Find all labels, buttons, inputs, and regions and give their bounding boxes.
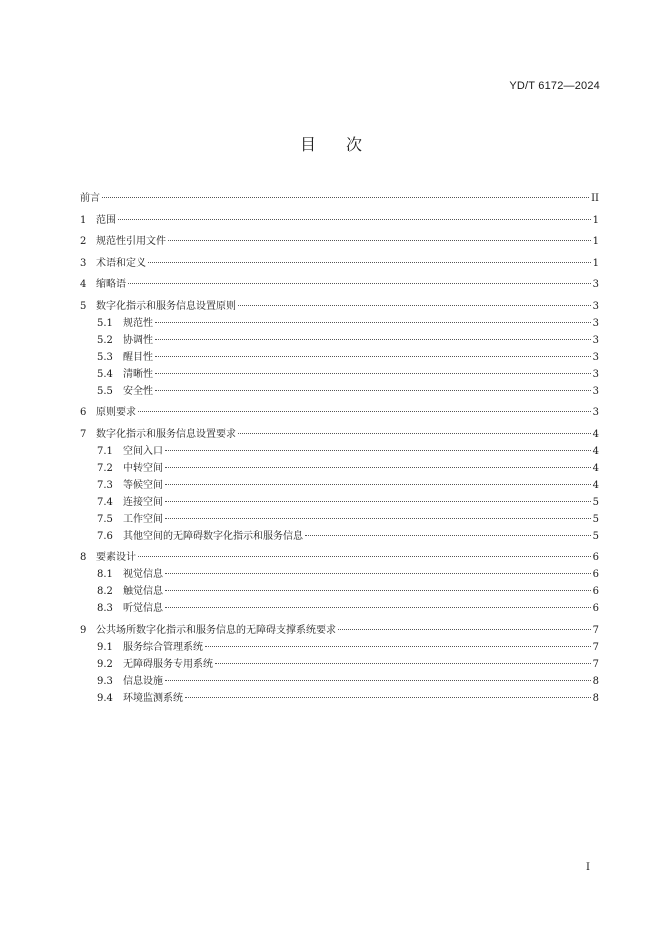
toc-entry-label: 公共场所数字化指示和服务信息的无障碍支撑系统要求 bbox=[96, 624, 336, 636]
toc-entry-number: 5.4 bbox=[97, 368, 113, 380]
toc-entry-page: 4 bbox=[592, 445, 599, 457]
toc-entry[interactable] bbox=[80, 255, 599, 272]
toc-entry[interactable] bbox=[80, 494, 599, 511]
dot-leader bbox=[155, 390, 591, 391]
dot-leader bbox=[165, 518, 591, 519]
toc-entry-number: 9.4 bbox=[97, 692, 113, 704]
toc-entry[interactable] bbox=[80, 566, 599, 583]
toc-entry-number: 5 bbox=[80, 300, 87, 312]
toc-entry[interactable] bbox=[80, 190, 599, 207]
dot-leader bbox=[138, 411, 591, 412]
toc-entry-number: 6 bbox=[80, 407, 87, 418]
toc-entry[interactable] bbox=[80, 690, 599, 707]
toc-entry[interactable] bbox=[80, 212, 599, 229]
toc-entry-number: 7.4 bbox=[97, 496, 113, 508]
dot-leader bbox=[238, 305, 591, 306]
toc-entry[interactable] bbox=[80, 511, 599, 528]
toc-entry[interactable] bbox=[80, 600, 599, 617]
dot-leader bbox=[155, 322, 591, 323]
toc-entry[interactable] bbox=[80, 349, 599, 366]
toc-entry[interactable] bbox=[80, 622, 599, 639]
toc-entry-label: 空间入口 bbox=[123, 445, 163, 457]
toc-entry-number: 1 bbox=[80, 214, 87, 226]
dot-leader bbox=[168, 240, 591, 241]
toc-entry[interactable] bbox=[80, 673, 599, 690]
dot-leader bbox=[102, 197, 589, 198]
dot-leader bbox=[305, 535, 591, 536]
toc-entry-number: 3 bbox=[80, 257, 87, 269]
dot-leader bbox=[155, 373, 591, 374]
toc-entry[interactable] bbox=[80, 298, 599, 315]
toc-entry-label: 服务综合管理系统 bbox=[123, 641, 203, 653]
toc-entry-label: 其他空间的无障碍数字化指示和服务信息 bbox=[123, 530, 303, 542]
toc-entry-number: 9.2 bbox=[97, 658, 113, 670]
dot-leader bbox=[165, 450, 591, 451]
dot-leader bbox=[338, 629, 591, 630]
toc-entry[interactable] bbox=[80, 404, 599, 421]
toc-entry-label: 等候空间 bbox=[123, 479, 163, 491]
toc-entry[interactable] bbox=[80, 383, 599, 400]
toc-entry-label: 中转空间 bbox=[123, 462, 163, 474]
dot-leader bbox=[165, 590, 591, 591]
toc-entry-page: 6 bbox=[592, 552, 599, 563]
toc-entry-label: 视觉信息 bbox=[123, 569, 163, 580]
dot-leader bbox=[165, 501, 591, 502]
toc-entry-number: 5.5 bbox=[97, 385, 113, 397]
toc-entry-label: 术语和定义 bbox=[96, 257, 146, 269]
toc-entry-number: 8 bbox=[80, 552, 87, 563]
toc-entry-page: 8 bbox=[592, 675, 599, 687]
toc-entry-page: 3 bbox=[592, 385, 599, 397]
dot-leader bbox=[155, 339, 591, 340]
toc-entry-page: 4 bbox=[592, 428, 599, 440]
toc-entry-page: 3 bbox=[592, 300, 599, 312]
toc-entry-label: 范围 bbox=[96, 214, 116, 226]
toc-entry-page: 3 bbox=[592, 407, 599, 418]
toc-entry-number: 9.3 bbox=[97, 675, 113, 687]
dot-leader bbox=[185, 697, 591, 698]
toc-entry-number: 7.6 bbox=[97, 530, 113, 542]
toc-entry-label: 缩略语 bbox=[96, 279, 126, 290]
toc-entry-label: 信息设施 bbox=[123, 675, 163, 687]
toc-entry-label: 安全性 bbox=[123, 385, 153, 397]
dot-leader bbox=[165, 484, 591, 485]
toc-entry[interactable] bbox=[80, 639, 599, 656]
toc-entry-label: 要素设计 bbox=[96, 552, 136, 563]
page-number: I bbox=[586, 862, 590, 873]
toc-entry-page: 1 bbox=[592, 236, 599, 247]
toc-entry[interactable] bbox=[80, 426, 599, 443]
toc-entry-label: 环境监测系统 bbox=[123, 692, 183, 704]
toc-entry-page: 7 bbox=[592, 641, 599, 653]
toc-entry[interactable] bbox=[80, 443, 599, 460]
toc-entry-number: 7.3 bbox=[97, 479, 113, 491]
dot-leader bbox=[165, 467, 591, 468]
toc-entry[interactable] bbox=[80, 460, 599, 477]
dot-leader bbox=[165, 607, 591, 608]
dot-leader bbox=[138, 556, 591, 557]
toc-entry-number: 8.2 bbox=[97, 586, 113, 597]
toc-entry-page: 6 bbox=[592, 586, 599, 597]
toc-entry-page: 3 bbox=[592, 279, 599, 290]
dot-leader bbox=[148, 262, 591, 263]
toc-entry-page: 4 bbox=[592, 479, 599, 491]
toc-entry-number: 9.1 bbox=[97, 641, 113, 653]
toc-entry-label: 工作空间 bbox=[123, 513, 163, 525]
toc-entry-label: 无障碍服务专用系统 bbox=[123, 658, 213, 670]
toc-entry-page: 5 bbox=[592, 496, 599, 508]
toc-entry[interactable] bbox=[80, 549, 599, 566]
toc-entry-label: 原则要求 bbox=[96, 407, 136, 418]
dot-leader bbox=[215, 663, 591, 664]
dot-leader bbox=[128, 283, 591, 284]
toc-entry-number: 7.2 bbox=[97, 462, 113, 474]
toc-entry[interactable] bbox=[80, 276, 599, 293]
toc-entry-page: 3 bbox=[592, 317, 599, 329]
toc-entry[interactable] bbox=[80, 315, 599, 332]
toc-entry-page: 7 bbox=[592, 658, 599, 670]
toc-entry-page: 5 bbox=[592, 513, 599, 525]
toc-entry-label: 听觉信息 bbox=[123, 603, 163, 614]
toc-entry[interactable] bbox=[80, 656, 599, 673]
toc-entry-number: 5.3 bbox=[97, 351, 113, 363]
dot-leader bbox=[165, 680, 591, 681]
dot-leader bbox=[165, 573, 591, 574]
toc-entry-page: 3 bbox=[592, 334, 599, 346]
toc-entry[interactable] bbox=[80, 583, 599, 600]
toc-entry-number: 5.2 bbox=[97, 334, 113, 346]
toc-entry-number: 7 bbox=[80, 428, 87, 440]
toc-entry-number: 7.1 bbox=[97, 445, 113, 457]
dot-leader bbox=[238, 433, 591, 434]
document-code: YD/T 6172—2024 bbox=[509, 80, 600, 92]
toc-entry-number: 7.5 bbox=[97, 513, 113, 525]
page-title: 目次 bbox=[299, 135, 392, 154]
dot-leader bbox=[118, 219, 591, 220]
toc-entry-page: 7 bbox=[592, 624, 599, 636]
toc-entry[interactable] bbox=[80, 477, 599, 494]
toc-entry-number: 8.1 bbox=[97, 569, 113, 580]
toc-entry-label: 规范性 bbox=[123, 317, 153, 329]
toc-entry-label: 数字化指示和服务信息设置原则 bbox=[96, 300, 236, 312]
toc-entry[interactable] bbox=[80, 528, 599, 545]
toc-entry-page: 6 bbox=[592, 603, 599, 614]
toc-entry-label: 醒目性 bbox=[123, 351, 153, 363]
toc-entry-label: 触觉信息 bbox=[123, 586, 163, 597]
toc-entry-page: 3 bbox=[592, 351, 599, 363]
toc-entry-number: 2 bbox=[80, 236, 87, 247]
toc-entry-page: 5 bbox=[592, 530, 599, 542]
toc-entry-label: 协调性 bbox=[123, 334, 153, 346]
toc-entry-page: II bbox=[591, 193, 599, 204]
toc-entry-label: 清晰性 bbox=[123, 368, 153, 380]
toc-entry-label: 连接空间 bbox=[123, 496, 163, 508]
toc-entry-label: 数字化指示和服务信息设置要求 bbox=[96, 428, 236, 440]
toc-entry-page: 1 bbox=[592, 257, 599, 269]
toc-entry-page: 4 bbox=[592, 462, 599, 474]
toc-entry-number: 9 bbox=[80, 624, 87, 636]
toc-entry-page: 1 bbox=[592, 214, 599, 226]
toc-entry-number: 8.3 bbox=[97, 603, 113, 614]
toc-entry-number: 5.1 bbox=[97, 317, 113, 329]
toc-entry-number: 4 bbox=[80, 279, 87, 290]
toc-entry[interactable] bbox=[80, 233, 599, 250]
toc-entry-label: 规范性引用文件 bbox=[96, 236, 166, 247]
toc-entry-page: 6 bbox=[592, 569, 599, 580]
toc-entry-page: 8 bbox=[592, 692, 599, 704]
toc-entry[interactable] bbox=[80, 366, 599, 383]
dot-leader bbox=[205, 646, 591, 647]
dot-leader bbox=[155, 356, 591, 357]
toc-entry-page: 3 bbox=[592, 368, 599, 380]
table-of-contents bbox=[80, 190, 599, 707]
toc-entry-label: 前言 bbox=[80, 193, 100, 204]
toc-entry[interactable] bbox=[80, 332, 599, 349]
